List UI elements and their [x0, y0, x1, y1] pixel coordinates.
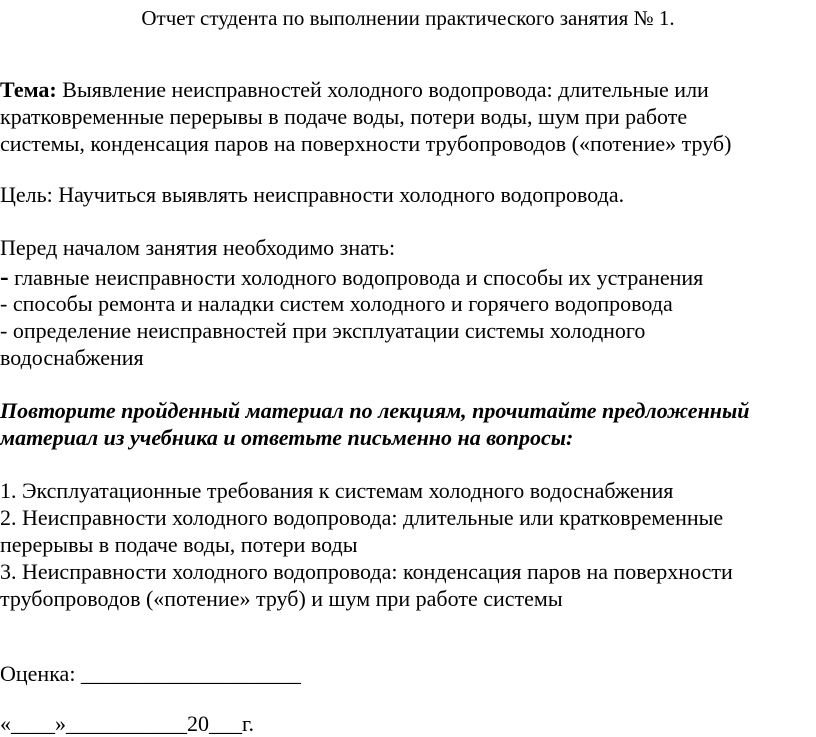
question-3-cont: трубопроводов («потение» труб) и шум при работе системы — [0, 586, 563, 611]
date-line: «____»___________20___г. — [0, 711, 255, 736]
topic-line-3: системы, конденсация паров на поверхности трубопроводов («потение» труб) — [0, 131, 732, 156]
document-title: Отчет студента по выполнении практического занятия № 1. — [141, 6, 675, 30]
item-dash: - — [0, 262, 9, 291]
prerequisite-item-2: - способы ремонта и наладки систем холодного и горячего водопровода — [0, 291, 673, 316]
prerequisite-item-1 — [0, 264, 703, 291]
question-2-cont: перерывы в подаче воды, потери воды — [0, 532, 358, 557]
grade-line: Оценка: ____________________ — [0, 661, 301, 686]
question-2: 2. Неисправности холодного водопровода: длительные или кратковременные — [0, 505, 724, 530]
question-3: 3. Неисправности холодного водопровода: конденсация паров на поверхности — [0, 559, 733, 584]
topic-text-1: Выявление неисправностей холодного водопровода: длительные или — [56, 77, 709, 102]
goal-line: Цель: Научиться выявлять неисправности холодного водопровода. — [0, 182, 625, 207]
prerequisites-heading: Перед началом занятия необходимо знать: — [0, 235, 396, 260]
prerequisite-item-3: - определение неисправностей при эксплуатации системы холодного — [0, 318, 646, 343]
topic-line-2: кратковременные перерывы в подаче воды, потери воды, шум при работе — [0, 104, 688, 129]
topic-line-1 — [0, 77, 709, 103]
prerequisite-item-3-cont: водоснабжения — [0, 345, 144, 370]
item-text: главные неисправности холодного водопровода и способы их устранения — [8, 265, 704, 290]
question-1: 1. Эксплуатационные требования к системам холодного водоснабжения — [0, 478, 674, 503]
instruction-line-2: материал из учебника и ответьте письменно на вопросы: — [0, 425, 574, 450]
topic-label: Тема: — [0, 77, 57, 102]
instruction-line-1: Повторите пройденный материал по лекциям, прочитайте предложенный — [0, 398, 750, 423]
